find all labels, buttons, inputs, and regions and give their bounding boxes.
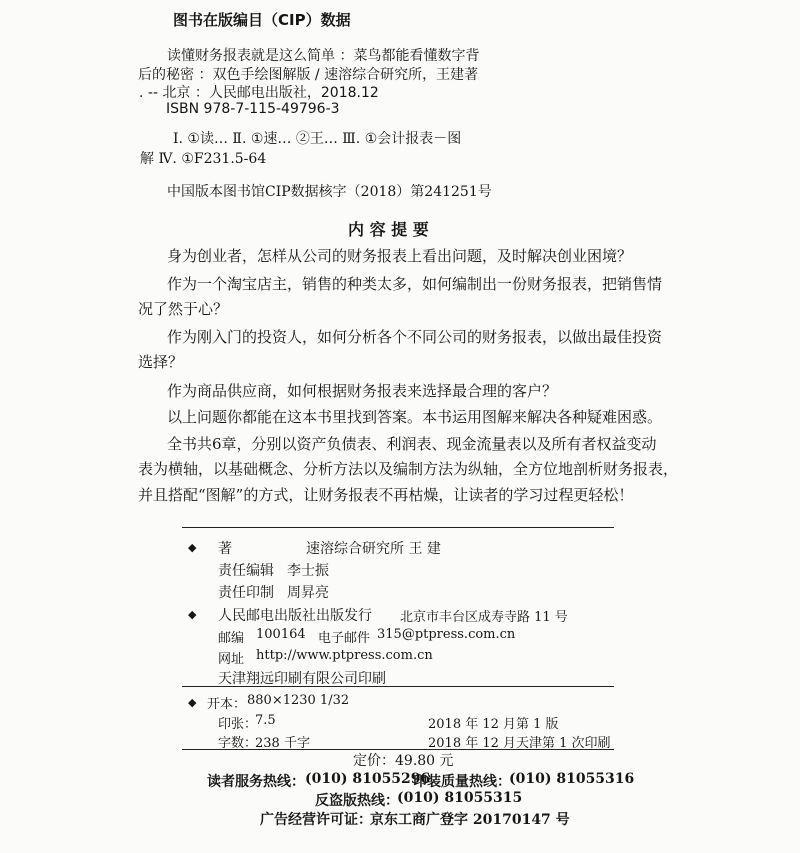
summary-paragraph-6-line2: 表为横轴，以基础概念、分析方法以及编制方法为纵轴，全方位地剖析财务报表，	[138, 460, 679, 478]
website-label: 网址	[218, 652, 245, 667]
summary-paragraph-1: 身为创业者，怎样从公司的财务报表上看出问题，及时解决创业困境？	[167, 247, 633, 265]
summary-paragraph-6-line3: 并且搭配“图解”的方式，让财务报表不再枯燥，让读者的学习过程更轻松！	[138, 486, 634, 504]
postcode-value: 100164	[256, 627, 306, 642]
credits-top-rule	[182, 527, 614, 528]
bullet-publisher: ◆	[188, 608, 197, 621]
summary-heading: 内 容 提 要	[348, 220, 429, 239]
postcode-label: 邮编	[218, 631, 245, 646]
printing-info: 2018 年 12 月天津第 1 次印刷	[428, 736, 611, 751]
print-supervisor-value: 周昇亮	[287, 585, 329, 601]
bullet-author: ◆	[188, 541, 197, 554]
author-value: 速溶综合研究所 王 建	[306, 541, 441, 557]
word-count-label: 字数：	[218, 736, 258, 751]
summary-paragraph-2-line2: 况了然于心？	[138, 300, 229, 318]
summary-paragraph-3-line2: 选择？	[138, 353, 184, 371]
reader-hotline-value: (010) 81055296	[305, 771, 431, 787]
format-value: 880×1230 1/32	[247, 693, 350, 708]
summary-paragraph-6-line1: 全书共6章，分别以资产负债表、利润表、现金流量表以及所有者权益变动	[167, 435, 657, 453]
cip-classification-line1: Ⅰ. ①读… Ⅱ. ①速… ②王… Ⅲ. ①会计报表－图	[173, 131, 462, 147]
cip-data-number: 中国版本图书馆CIP数据核字（2018）第241251号	[167, 184, 492, 200]
summary-paragraph-2-line1: 作为一个淘宝店主，销售的种类太多，如何编制出一份财务报表，把销售情	[167, 275, 663, 293]
author-label: 著	[218, 541, 232, 557]
cip-title-line1: 读懂财务报表就是这么简单 ：菜鸟都能看懂数字背	[167, 48, 480, 64]
edition-info: 2018 年 12 月第 1 版	[428, 717, 559, 732]
price: 定价：49.80 元	[353, 753, 454, 769]
word-count-value: 238 千字	[255, 736, 310, 751]
summary-paragraph-4: 作为商品供应商，如何根据财务报表来选择最合理的客户？	[167, 382, 558, 400]
email-label: 电子邮件	[318, 631, 371, 646]
printer-name: 天津翔远印刷有限公司印刷	[218, 671, 386, 687]
cip-title-line2: 后的秘密 ：双色手绘图解版 / 速溶综合研究所，王建著	[138, 67, 479, 83]
website-value: http://www.ptpress.com.cn	[256, 648, 433, 663]
anti-piracy-hotline-label: 反盗版热线：	[315, 793, 399, 809]
cip-publisher-line: . -- 北京 ：人民邮电出版社，2018.12	[139, 85, 379, 101]
ad-license-label: 广告经营许可证：	[260, 812, 372, 828]
cip-isbn: ISBN 978-7-115-49796-3	[166, 101, 340, 117]
format-label: 开本：	[207, 697, 247, 712]
email-value: 315@ptpress.com.cn	[377, 627, 516, 642]
cip-header: 图书在版编目（CIP）数据	[173, 11, 351, 29]
ad-license-value: 京东工商广登字 20170147 号	[370, 812, 570, 828]
summary-paragraph-3-line1: 作为刚入门的投资人，如何分析各个不同公司的财务报表，以做出最佳投资	[167, 328, 663, 346]
editor-label: 责任编辑	[218, 563, 274, 579]
sheets-value: 7.5	[255, 713, 276, 728]
print-supervisor-label: 责任印制	[218, 585, 274, 601]
cip-classification-line2: 解 Ⅳ. ①F231.5-64	[140, 151, 267, 167]
reader-hotline-label: 读者服务热线：	[207, 774, 305, 790]
sheets-label: 印张：	[218, 717, 258, 732]
summary-paragraph-5: 以上问题你都能在这本书里找到答案。本书运用图解来解决各种疑难困惑。	[167, 408, 663, 426]
publisher-address: 北京市丰台区成寿寺路 11 号	[400, 610, 568, 625]
credits-middle-rule	[182, 686, 614, 687]
anti-piracy-hotline-value: (010) 81055315	[397, 790, 523, 806]
publisher-name: 人民邮电出版社出版发行	[218, 608, 372, 624]
bullet-format: ◆	[188, 696, 197, 709]
quality-hotline-value: (010) 81055316	[509, 771, 635, 787]
editor-value: 李士振	[287, 563, 329, 579]
quality-hotline-label: 印装质量热线：	[413, 774, 511, 790]
